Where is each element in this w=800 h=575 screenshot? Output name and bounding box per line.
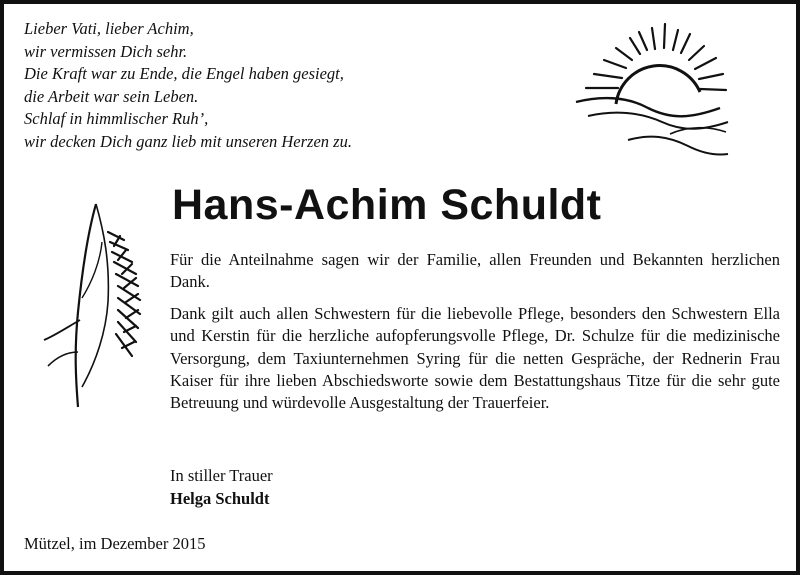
poem-line: wir vermissen Dich sehr. bbox=[24, 41, 188, 61]
poem-line: Schlaf in himmlischer Ruh’, bbox=[24, 109, 209, 129]
poem-line: Lieber Vati, lieber Achim, bbox=[24, 19, 194, 38]
thank-you-text bbox=[170, 249, 780, 415]
signer-name: Helga Schuldt bbox=[170, 489, 270, 508]
mourning-phrase: In stiller Trauer bbox=[170, 466, 273, 485]
poem-line: Die Kraft war zu Ende, die Engel haben gesiegt, bbox=[24, 64, 344, 84]
closing-signature bbox=[170, 464, 273, 510]
deceased-name: Hans-Achim Schuldt bbox=[172, 181, 602, 229]
acknowledgement-paragraph: Dank gilt auch allen Schwestern für die liebevolle Pflege, besonders den Schwestern Ella und Kerstin für die herzliche aufopferungsvolle Pflege, Dr. Schulze für die medizinische Versorgung, dem Taxiunternehmen Syring für die netten Gespräche, der Rednerin Frau Kaiser für ihre lieben Abschiedsworte sowie dem Bestattungshaus Titze für die sehr gute Betreuung und würdevolle Ausgestaltung der Trauerfeier. bbox=[170, 303, 780, 413]
sunset-over-hills-icon bbox=[568, 22, 738, 162]
poem-line: wir decken Dich ganz lieb mit unseren Herzen zu. bbox=[24, 131, 352, 151]
wheat-ear-icon bbox=[36, 202, 156, 412]
poem-line: die Arbeit war sein Leben. bbox=[24, 86, 199, 106]
memorial-poem bbox=[24, 18, 352, 154]
thanks-paragraph: Für die Anteilnahme sagen wir der Familie, allen Freunden und Bekannten herzlichen Dank. bbox=[170, 250, 780, 292]
place-and-date: Mützel, im Dezember 2015 bbox=[24, 534, 206, 553]
